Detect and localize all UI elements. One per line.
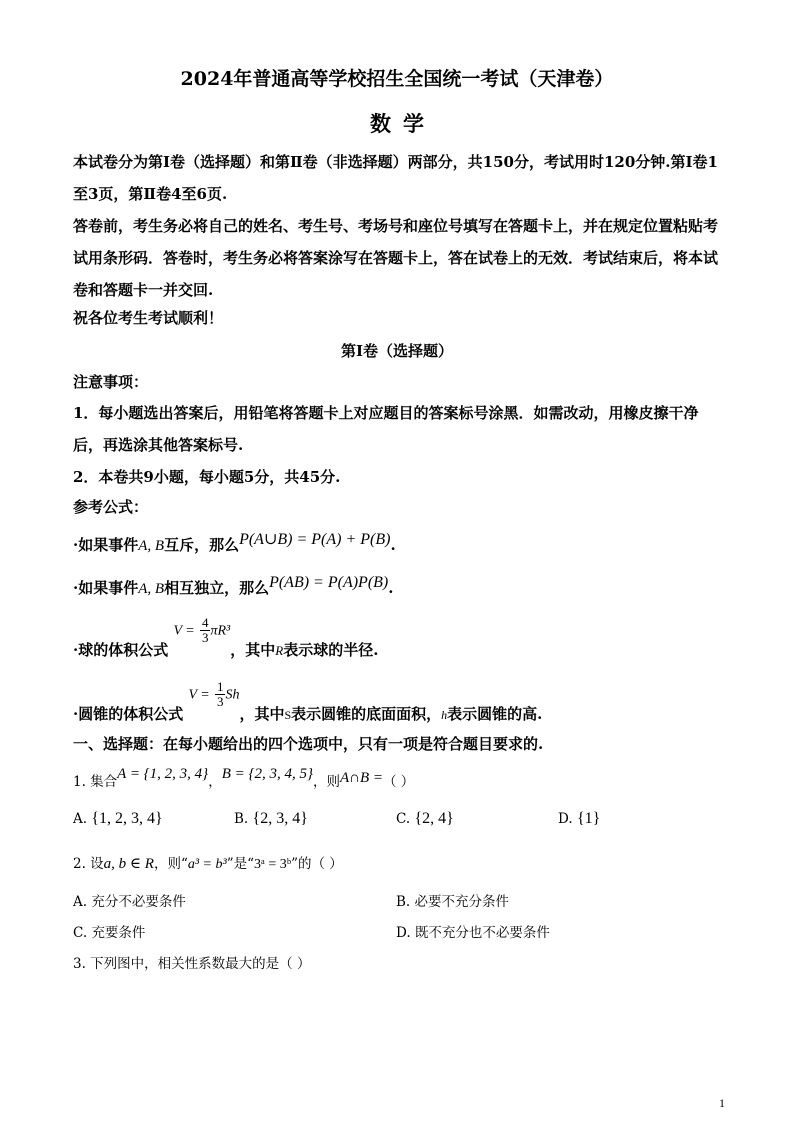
- notice-1: 1．每小题选出答案后，用铅笔将答题卡上对应题目的答案标号涂黑．如需改动，用橡皮擦干净后，再选涂其他答案标号.: [73, 404, 699, 454]
- question-1-option-d: D. {1}: [558, 810, 601, 827]
- fraction-1-3: $\frac{1}{3}$: [216, 679, 224, 709]
- page-number: 1: [719, 1096, 725, 1110]
- question-1-option-c: C. {2, 4}: [396, 810, 454, 827]
- question-1-option-b: B. {2, 3, 4}: [234, 810, 308, 827]
- formula-4: ·圆锥的体积公式 V = $\frac{1}{3}$ Sh，其中$_S$表示圆锥的底面面积，$_h$表示圆锥的高.: [73, 679, 543, 723]
- question-2-option-c: C. 充要条件: [73, 925, 146, 941]
- part-1-heading: 一、选择题：在每小题给出的四个选项中，只有一项是符合题目要求的.: [73, 735, 544, 753]
- notice-label: 注意事项：: [73, 373, 149, 391]
- intro-paragraph-1: 本试卷分为第Ⅰ卷（选择题）和第Ⅱ卷（非选择题）两部分，共150分，考试用时120分钟.第Ⅰ卷1至3页，第Ⅱ卷4至6页.: [73, 153, 718, 203]
- intro-paragraph-3: 祝各位考生考试顺利！: [73, 309, 224, 327]
- section-heading: 第Ⅰ卷（选择题）: [340, 342, 454, 360]
- intro-paragraph-2: 答卷前，考生务必将自己的姓名、考生号、考场号和座位号填写在答题卡上，并在规定位置粘贴考试用条形码．答卷时，考生务必将答案涂写在答题卡上，答在试卷上的无效．考试结束后，将本试卷和答题卡一并交回.: [73, 217, 719, 299]
- formula-3: ·球的体积公式 V = $\frac{4}{3}$ πR³，其中R表示球的半径.: [73, 615, 379, 659]
- question-2-option-a: A. 充分不必要条件: [73, 894, 186, 910]
- exam-title: 2024年普通高等学校招生全国统一考试（天津卷）: [180, 68, 614, 90]
- question-3-stem: 3. 下列图中，相关性系数最大的是（ ）: [73, 956, 311, 972]
- formula-label: 参考公式：: [73, 498, 149, 516]
- question-2-option-b: B. 必要不充分条件: [396, 894, 510, 910]
- question-1-stem: 1. 集合A = {1, 2, 3, 4}，B = {2, 3, 4, 5}，则A∩B =（ ）: [73, 766, 415, 790]
- fraction-4-3: $\frac{4}{3}$: [201, 615, 209, 645]
- notice-2: 2．本卷共9小题，每小题5分，共45分.: [73, 468, 341, 486]
- formula-2: ·如果事件A, B相互独立，那么P(AB) = P(A)P(B).: [73, 574, 394, 597]
- question-2-stem: 2. 设a, b ∈ R，则“a³ = b³”是“3ᵃ = 3ᵇ”的（ ）: [73, 856, 343, 872]
- formula-1: ·如果事件A, B互斥，那么P(A∪B) = P(A) + P(B).: [73, 531, 396, 554]
- subject-title: 数学: [370, 111, 436, 136]
- question-2-option-d: D. 既不充分也不必要条件: [396, 925, 550, 941]
- question-1-option-a: A. {1, 2, 3, 4}: [73, 810, 163, 827]
